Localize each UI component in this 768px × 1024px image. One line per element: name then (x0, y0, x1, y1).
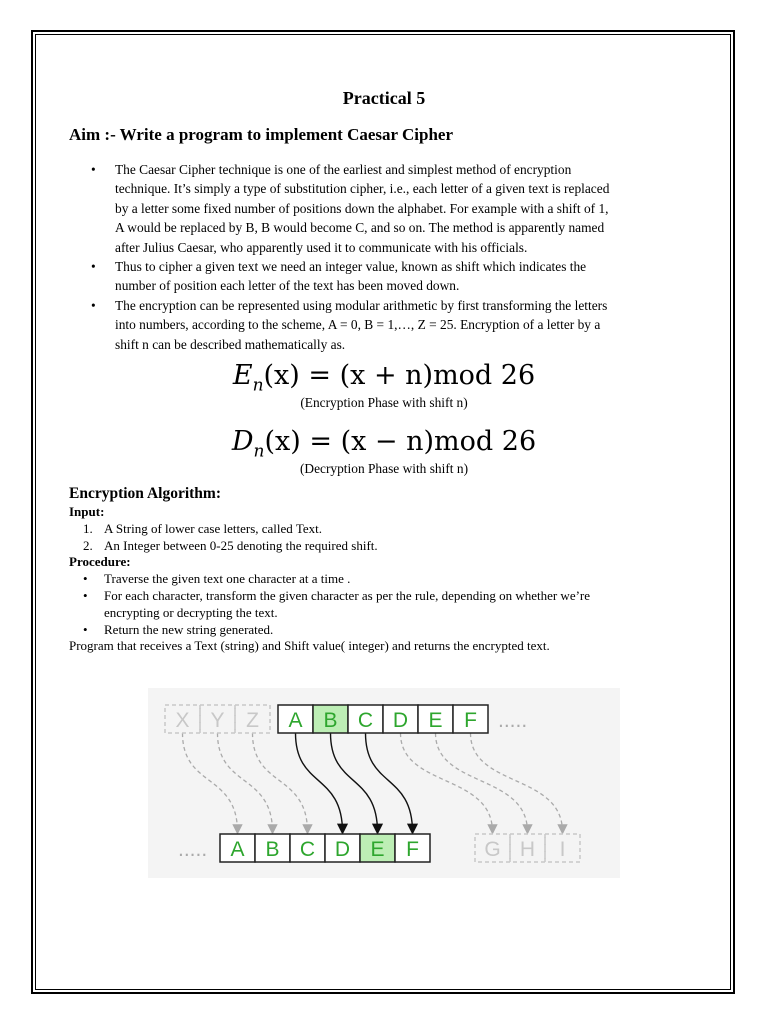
svg-text:X: X (175, 709, 190, 732)
letter-cell (278, 705, 313, 733)
bullet-line: technique. It’s simply a type of substitution cipher, i.e., each letter of a given text is replaced (115, 181, 610, 197)
procedure-label: Procedure: (69, 554, 131, 570)
decryption-equation: $D_n(x) = (x - n)mod$ 26 (231, 426, 537, 462)
decryption-formula (0, 426, 768, 477)
top-alphabet-row (165, 705, 527, 733)
svg-text:H: H (519, 838, 536, 861)
procedure-step: • Return the new string generated. (83, 621, 274, 637)
bullet-icon: • (91, 162, 96, 177)
bullet-icon: • (91, 259, 96, 275)
svg-text:F: F (464, 709, 477, 732)
bullet-line: The Caesar Cipher technique is one of the earliest and simplest method of encryption (115, 162, 572, 177)
svg-text:Y: Y (210, 709, 225, 732)
bullet-icon: • (83, 621, 88, 637)
input-item: 2. An Integer between 0-25 denoting the required shift. (83, 537, 378, 553)
bullet-item (69, 257, 689, 296)
svg-text:D: D (392, 709, 409, 732)
bullet-line: A would be replaced by B, B would become C, and so on. The method is apparently named (115, 220, 605, 236)
top-ellipsis: ..... (498, 709, 528, 732)
bullet-line: after Julius Caesar, who apparently used it to communicate with his officials. (115, 239, 528, 255)
letter-cell (348, 705, 383, 733)
bullet-line: by a letter some fixed number of positions down the alphabet. For example with a shift of 1, (115, 200, 609, 216)
page-title: Practical 5 (342, 88, 426, 108)
bullet-icon: • (83, 571, 88, 587)
procedure-step: • For each character, transform the given character as per the rule, depending on whether we’re encrypting or decrypting the text. (83, 587, 591, 620)
svg-text:Z: Z (246, 709, 259, 732)
letter-cell (220, 834, 255, 862)
svg-text:C: C (299, 838, 316, 861)
closing-text: Program that receives a Text (string) and Shift value( integer) and returns the encrypted text. (69, 638, 550, 654)
bottom-alphabet-row (178, 834, 580, 862)
svg-text:E: E (428, 709, 443, 732)
letter-cell (395, 834, 430, 862)
algorithm-section (69, 484, 709, 655)
svg-text:D: D (334, 838, 351, 861)
svg-text:I: I (559, 838, 566, 861)
letter-cell (383, 705, 418, 733)
bullet-item (69, 160, 689, 257)
algorithm-heading: Encryption Algorithm: (69, 485, 221, 502)
encryption-caption: (Encryption Phase with shift n) (300, 395, 468, 411)
aim-heading: Aim :- Write a program to implement Caesar Cipher (69, 125, 454, 144)
svg-text:G: G (484, 838, 501, 861)
svg-text:A: A (230, 838, 245, 861)
encryption-equation: $E_n(x) = (x + n)mod$ 26 (232, 360, 536, 396)
svg-text:C: C (357, 709, 374, 732)
letter-cell (418, 705, 453, 733)
letter-cell (313, 705, 348, 733)
input-label: Input: (69, 504, 105, 519)
intro-bullet-list (69, 160, 689, 354)
letter-cell (325, 834, 360, 862)
svg-text:A: A (288, 709, 303, 732)
svg-text:F: F (406, 838, 419, 861)
bullet-icon: • (83, 587, 88, 603)
caesar-shift-diagram (148, 688, 620, 878)
encryption-formula (0, 360, 768, 411)
bullet-line: into numbers, according to the scheme, A = 0, B = 1,…, Z = 25. Encryption of a letter by a (115, 317, 601, 333)
letter-cell (453, 705, 488, 733)
bullet-item (69, 296, 689, 354)
input-item: 1. A String of lower case letters, called Text. (83, 520, 322, 536)
letter-cell (255, 834, 290, 862)
procedure-step: • Traverse the given text one character at a time . (83, 571, 351, 587)
svg-text:B: B (265, 838, 280, 861)
bottom-ellipsis: ..... (178, 838, 208, 861)
svg-text:B: B (323, 709, 338, 732)
bullet-line: number of position each letter of the text has been moved down. (115, 278, 460, 294)
bullet-line: shift n can be described mathematically as. (115, 336, 346, 352)
decryption-caption: (Decryption Phase with shift n) (299, 461, 469, 477)
bullet-icon: • (91, 297, 96, 313)
bullet-line: Thus to cipher a given text we need an integer value, known as shift which indicates the (115, 259, 587, 275)
svg-text:E: E (370, 838, 385, 861)
letter-cell (290, 834, 325, 862)
bullet-line: The encryption can be represented using modular arithmetic by first transforming the letters (115, 297, 608, 313)
letter-cell (360, 834, 395, 862)
